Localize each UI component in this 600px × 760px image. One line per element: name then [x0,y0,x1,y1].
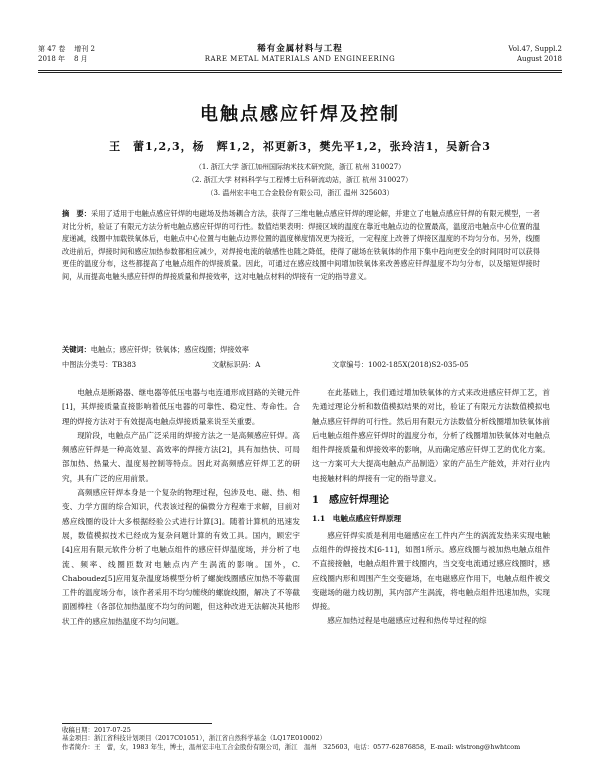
body-paragraph: 现阶段，电触点产品广泛采用的焊接方法之一是高频感应钎焊。高频感应钎焊是一种高效显、高效率的焊接方法[2]，具有加热快、可局部加热、热量大、温度易控制等特点。因此对高频感应钎焊工艺的研究，具有广泛的应用前景。 [62,430,300,483]
journal-title-en: RARE METAL MATERIALS AND ENGINEERING [204,55,396,63]
received-date: 收稿日期：2017-07-25 [62,726,131,734]
keywords-label: 关键词： [62,345,91,354]
volume-cn: 第 47 卷 [38,45,66,53]
body-paragraph: 高频感应钎焊本身是一个复杂的物理过程，包涉及电、磁、热、相变、力学方面的综合知识，代表该过程的偏微分方程难于求解，目前对感应线圈的设计大多根据经验公式进行计算[3]。随着计算机的迅速发展，数值模拟技术已经成为复杂问题计算的有效工具。国内，顾宏宇[4]应用有限元软件分析了电触点组件的感应钎焊温度场，并分析了电流、频率、线圈匝数对电触点内产生涡流的影响。国外，C. Chaboudez[5]应用复杂温度场模型分析了螺旋线圈感应加热不等截面工件的温度场分布，该作者采用不均匀缠绕的螺旋线圈，解决了不等截面圆棒柱（各部位加热温度不均匀的问题，但这种改进无法解决其他形状工件的感应加热温度不均匀问题。 [62,488,300,626]
footnotes [62,726,562,751]
month-cn: 8 月 [73,55,88,63]
body-paragraph: 感应加热过程是电磁感应过程和热传导过程的综 [327,616,487,626]
header-center [38,44,562,64]
volume-en: Vol.47, Suppl.2 [508,45,562,53]
year-cn: 2018 年 [38,55,66,63]
header-rule [38,70,562,71]
paper-title: 电触点感应钎焊及控制 [200,104,400,125]
journal-title-cn: 稀有金属材料与工程 [257,44,343,54]
document-code: 文献标识码：A [212,360,261,369]
keywords [62,345,249,355]
clc-number: 中图法分类号：TB383 [62,360,137,369]
month-en: August 2018 [517,55,562,63]
author-list: 王 蕾1,2,3，杨 辉1,2，祁更新3，樊先平1,2，张玲洁1，吴新合3 [109,140,491,153]
body-left-column [62,386,300,629]
footnote-rule [62,723,212,724]
subsection-heading: 1.1 电触点感应钎焊原理 [312,514,402,524]
keywords-text: 电触点；感应钎焊；铁氧体；感应线圈；焊接效率 [90,345,249,354]
author-bio: 作者简介：王 蕾，女，1983 年生，博士，温州宏丰电工合金股份有限公司，浙江 温州 325603，电话：0577-62876858，E-mail: wlstrong@hwhtcom [62,742,521,751]
affiliation-1: （1. 浙江大学 浙江加州国际纳米技术研究院，浙江 杭州 310027） [194,163,406,171]
abstract [62,208,540,284]
abstract-text: 采用了适用于电触点感应钎焊的电磁场及热场耦合方法，获得了三维电触点感应钎焊的理论解，并建立了电触点感应钎焊的有限元模型，一者对比分析，验证了有限元方法分析电触点感应钎焊的可行性。数值结果表明：焊接区域的温度在靠近电触点边的位置最高，温度沿电触点中心位置的温度递减，线圈中加载铁氧体后，电触点中心位置与电触点边界位置的温度梯度情况更为接近，一定程度上改善了焊接区温度的不均匀分布。另外，线圈改进前后，焊接时间和感应加热参数都相应减少，对焊接电流的敏感性也随之降低，使得了磁场在铁氧体的作用下集中趋向更安全的时间同时可以获得更佳的温度分布，这些都提高了电触点组件的焊接质量。因此，可通过在感应线圈中间增加铁氧体来改善感应钎焊温度不均匀分布，以及缩短焊接时间，从而提高电触头感应钎焊的焊接质量和焊接效率，这对电触点材料的焊接有一定的指导意义。 [62,209,540,281]
funding-info: 基金项目：浙江省科技计划项目（2017C01051），浙江省自然科学基金（LQ17E010002） [62,734,326,743]
running-header [38,44,562,70]
header-rule-thin [38,72,562,73]
supplement-cn: 增刊 2 [74,45,95,53]
section-heading: 1 感应钎焊理论 [312,495,389,507]
body-paragraph: 电触点是断路器、继电器等低压电器与电连通形成回路的关键元件[1]，其焊接质量直接影响着低压电器的可靠性、稳定性、寿命性。合理的焊接方法对于有效提高电触点焊接质量来说至关重要。 [62,388,300,426]
affiliation-2: （2. 浙江大学 材料科学与工程博士后科研流动站，浙江 杭州 310027） [187,176,413,184]
body-paragraph: 在此基础上，我们通过增加铁氧体的方式来改进感应钎焊工艺，首先通过理论分析和数值模拟结果的对比，验证了有限元方法数值模拟电触点感应钎焊的可行性。然后用有限元方法数值分析线圈增加铁氧体前后电触点组件感应钎焊时的温度分布，分析了线圈增加铁氧体对电触点组件焊接质量和焊接效率的影响，从而确定感应钎焊工艺的优化方案。这一方案可大大提高电触点产品制造）家的产品生产能效，并对行业内电接触材料的焊接有一定的指导意义。 [312,388,550,483]
abstract-label: 摘 要： [62,209,91,218]
affiliation-3: （3. 温州宏丰电工合金股份有限公司，浙江 温州 325603） [206,189,394,197]
body-paragraph: 感应钎焊实质是利用电磁感应在工件内产生的涡流发热来实现电触点组件的焊接技术[6-11]，如图1所示。感应线圈与被加热电触点组件不直接接触，电触点组件置于线圈内，当交变电流通过感应线圈时，感应线圈内形和周围产生交变磁场，在电磁感应作用下，电触点组件被交变磁场的磁力线切割，其内部产生涡流，将电触点组件迅速加热，实现焊接。 [312,530,550,612]
article-number: 文章编号：1002-185X(2018)S2-035-05 [332,360,469,369]
body-right-column [312,386,550,629]
header-right [508,44,562,64]
